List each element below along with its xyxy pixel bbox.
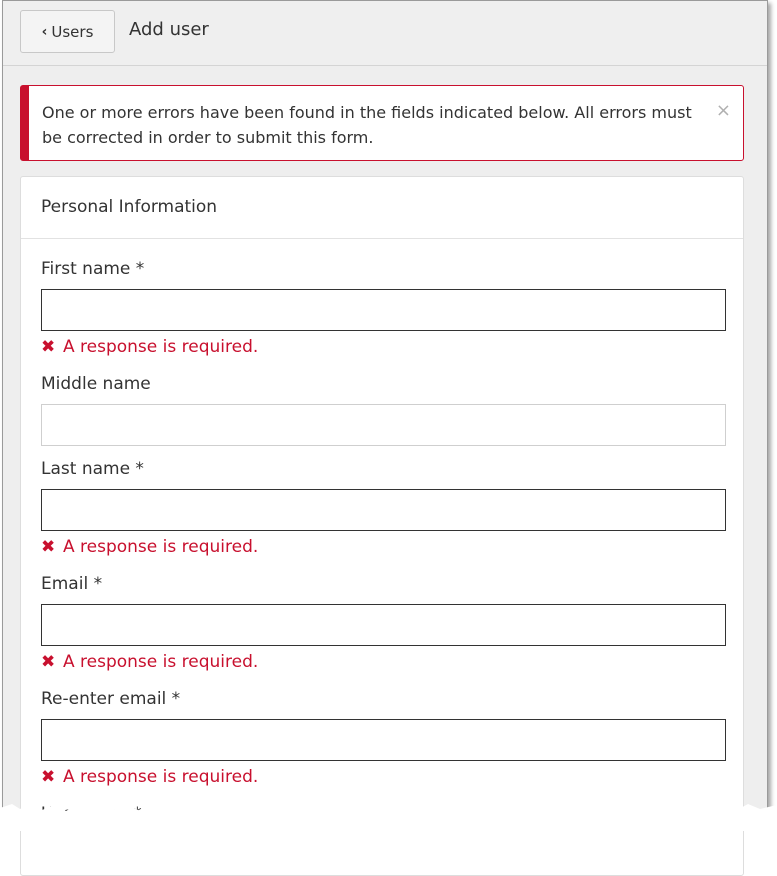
email-error bbox=[41, 652, 258, 672]
personal-information-panel bbox=[20, 176, 744, 876]
reenter-email-label: Re-enter email * bbox=[41, 689, 181, 709]
email-input[interactable] bbox=[41, 604, 726, 646]
chevron-left-icon: ‹ bbox=[41, 23, 48, 40]
last-name-error-text: A response is required. bbox=[63, 537, 259, 557]
reenter-email-error-text: A response is required. bbox=[63, 767, 259, 787]
x-mark-icon: ✖ bbox=[41, 767, 56, 787]
last-name-input[interactable] bbox=[41, 489, 726, 531]
reenter-email-input[interactable] bbox=[41, 719, 726, 761]
back-to-users-button[interactable] bbox=[20, 10, 115, 53]
back-button-label: Users bbox=[51, 22, 94, 41]
first-name-error-text: A response is required. bbox=[63, 337, 259, 357]
close-icon[interactable]: × bbox=[715, 100, 731, 121]
panel-title: Personal Information bbox=[41, 197, 218, 217]
email-error-text: A response is required. bbox=[63, 652, 259, 672]
email-label: Email * bbox=[41, 574, 103, 594]
page-title: Add user bbox=[129, 19, 209, 40]
middle-name-input[interactable] bbox=[41, 404, 726, 446]
reenter-email-error bbox=[41, 767, 258, 787]
torn-edge bbox=[0, 798, 777, 831]
first-name-input[interactable] bbox=[41, 289, 726, 331]
first-name-error bbox=[41, 337, 258, 357]
error-alert bbox=[20, 85, 744, 161]
x-mark-icon: ✖ bbox=[41, 652, 56, 672]
page-header bbox=[3, 1, 767, 66]
first-name-label: First name * bbox=[41, 259, 145, 279]
x-mark-icon: ✖ bbox=[41, 337, 56, 357]
app-window bbox=[2, 0, 768, 811]
panel-header bbox=[21, 177, 743, 239]
alert-message: One or more errors have been found in the fields indicated below. All errors must be corrected in order to submit this form. bbox=[42, 103, 692, 147]
last-name-label: Last name * bbox=[41, 459, 144, 479]
middle-name-label: Middle name bbox=[41, 374, 151, 394]
last-name-error bbox=[41, 537, 258, 557]
x-mark-icon: ✖ bbox=[41, 537, 56, 557]
